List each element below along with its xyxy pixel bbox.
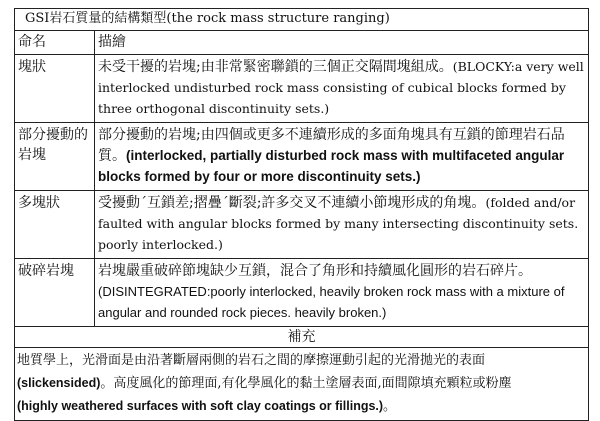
supplement-text2-cn: 。高度風化的節理面,有化學風化的黏土塗層表面,面間隙填充顆粒或粉塵 bbox=[100, 376, 512, 391]
supplement-title: 補充 bbox=[15, 327, 589, 348]
table-header-row bbox=[15, 31, 589, 55]
gsi-document bbox=[14, 8, 588, 421]
row-description-cn: 部分擾動的岩塊;由四個或更多不連續形成的多面角塊具有互鎖的節理岩石品質。 bbox=[98, 127, 565, 164]
table-title: GSI岩石質量的結構類型(the rock mass structure ranging) bbox=[15, 9, 589, 31]
table-row bbox=[15, 191, 589, 259]
table-row bbox=[15, 259, 589, 327]
header-description: 描繪 bbox=[95, 31, 589, 55]
row-name: 破碎岩塊 bbox=[15, 259, 95, 327]
row-description bbox=[95, 191, 589, 259]
row-name: 塊狀 bbox=[15, 55, 95, 123]
supplement-text1-cn: 地質學上，光滑面是由沿著斷層兩側的岩石之間的摩擦運動引起的光滑拋光的表面 bbox=[17, 353, 486, 368]
row-description-cn: 未受干擾的岩塊;由非常緊密聯鎖的三個正交隔間塊組成。 bbox=[98, 59, 453, 75]
table-row bbox=[15, 55, 589, 123]
row-name: 多塊狀 bbox=[15, 191, 95, 259]
row-description-cn: 岩塊嚴重破碎節塊缺少互鎖，混合了角形和持續風化圓形的岩石碎片。 bbox=[98, 263, 532, 279]
supplement-text2-end: 。 bbox=[383, 399, 397, 414]
supplement-text1-en: (slickensided) bbox=[17, 376, 101, 390]
row-description-cn: 受擾動´互鎖差;摺疊´斷裂;許多交叉不連續小節塊形成的角塊。 bbox=[98, 195, 486, 211]
table-row bbox=[15, 123, 589, 191]
row-description-en: (folded and/or faulted with angular blocks formed by many intersecting discontinuity sets. poorly interlocked.) bbox=[98, 195, 579, 252]
row-description bbox=[95, 55, 589, 123]
row-description bbox=[95, 259, 589, 327]
row-name: 部分擾動的岩塊 bbox=[15, 123, 95, 191]
gsi-structure-table bbox=[14, 8, 589, 421]
supplement-title-row bbox=[15, 327, 589, 348]
row-description-en: (DISINTEGRATED:poorly interlocked, heavily broken rock mass with a mixture of angular and rounded rock pieces. heavily broken.) bbox=[98, 284, 565, 320]
row-description bbox=[95, 123, 589, 191]
row-description-en: (interlocked, partially disturbed rock mass with multifaceted angular blocks formed by four or more discontinuity sets.) bbox=[98, 148, 565, 184]
row-description-en: (BLOCKY:a very well interlocked undisturbed rock mass consisting of cubical blocks formed by three orthogonal discontinuity sets.) bbox=[98, 59, 584, 116]
header-name: 命名 bbox=[15, 31, 95, 55]
supplement-text2-en: (highly weathered surfaces with soft clay coatings or fillings.) bbox=[17, 399, 384, 413]
table-title-row bbox=[15, 9, 589, 31]
